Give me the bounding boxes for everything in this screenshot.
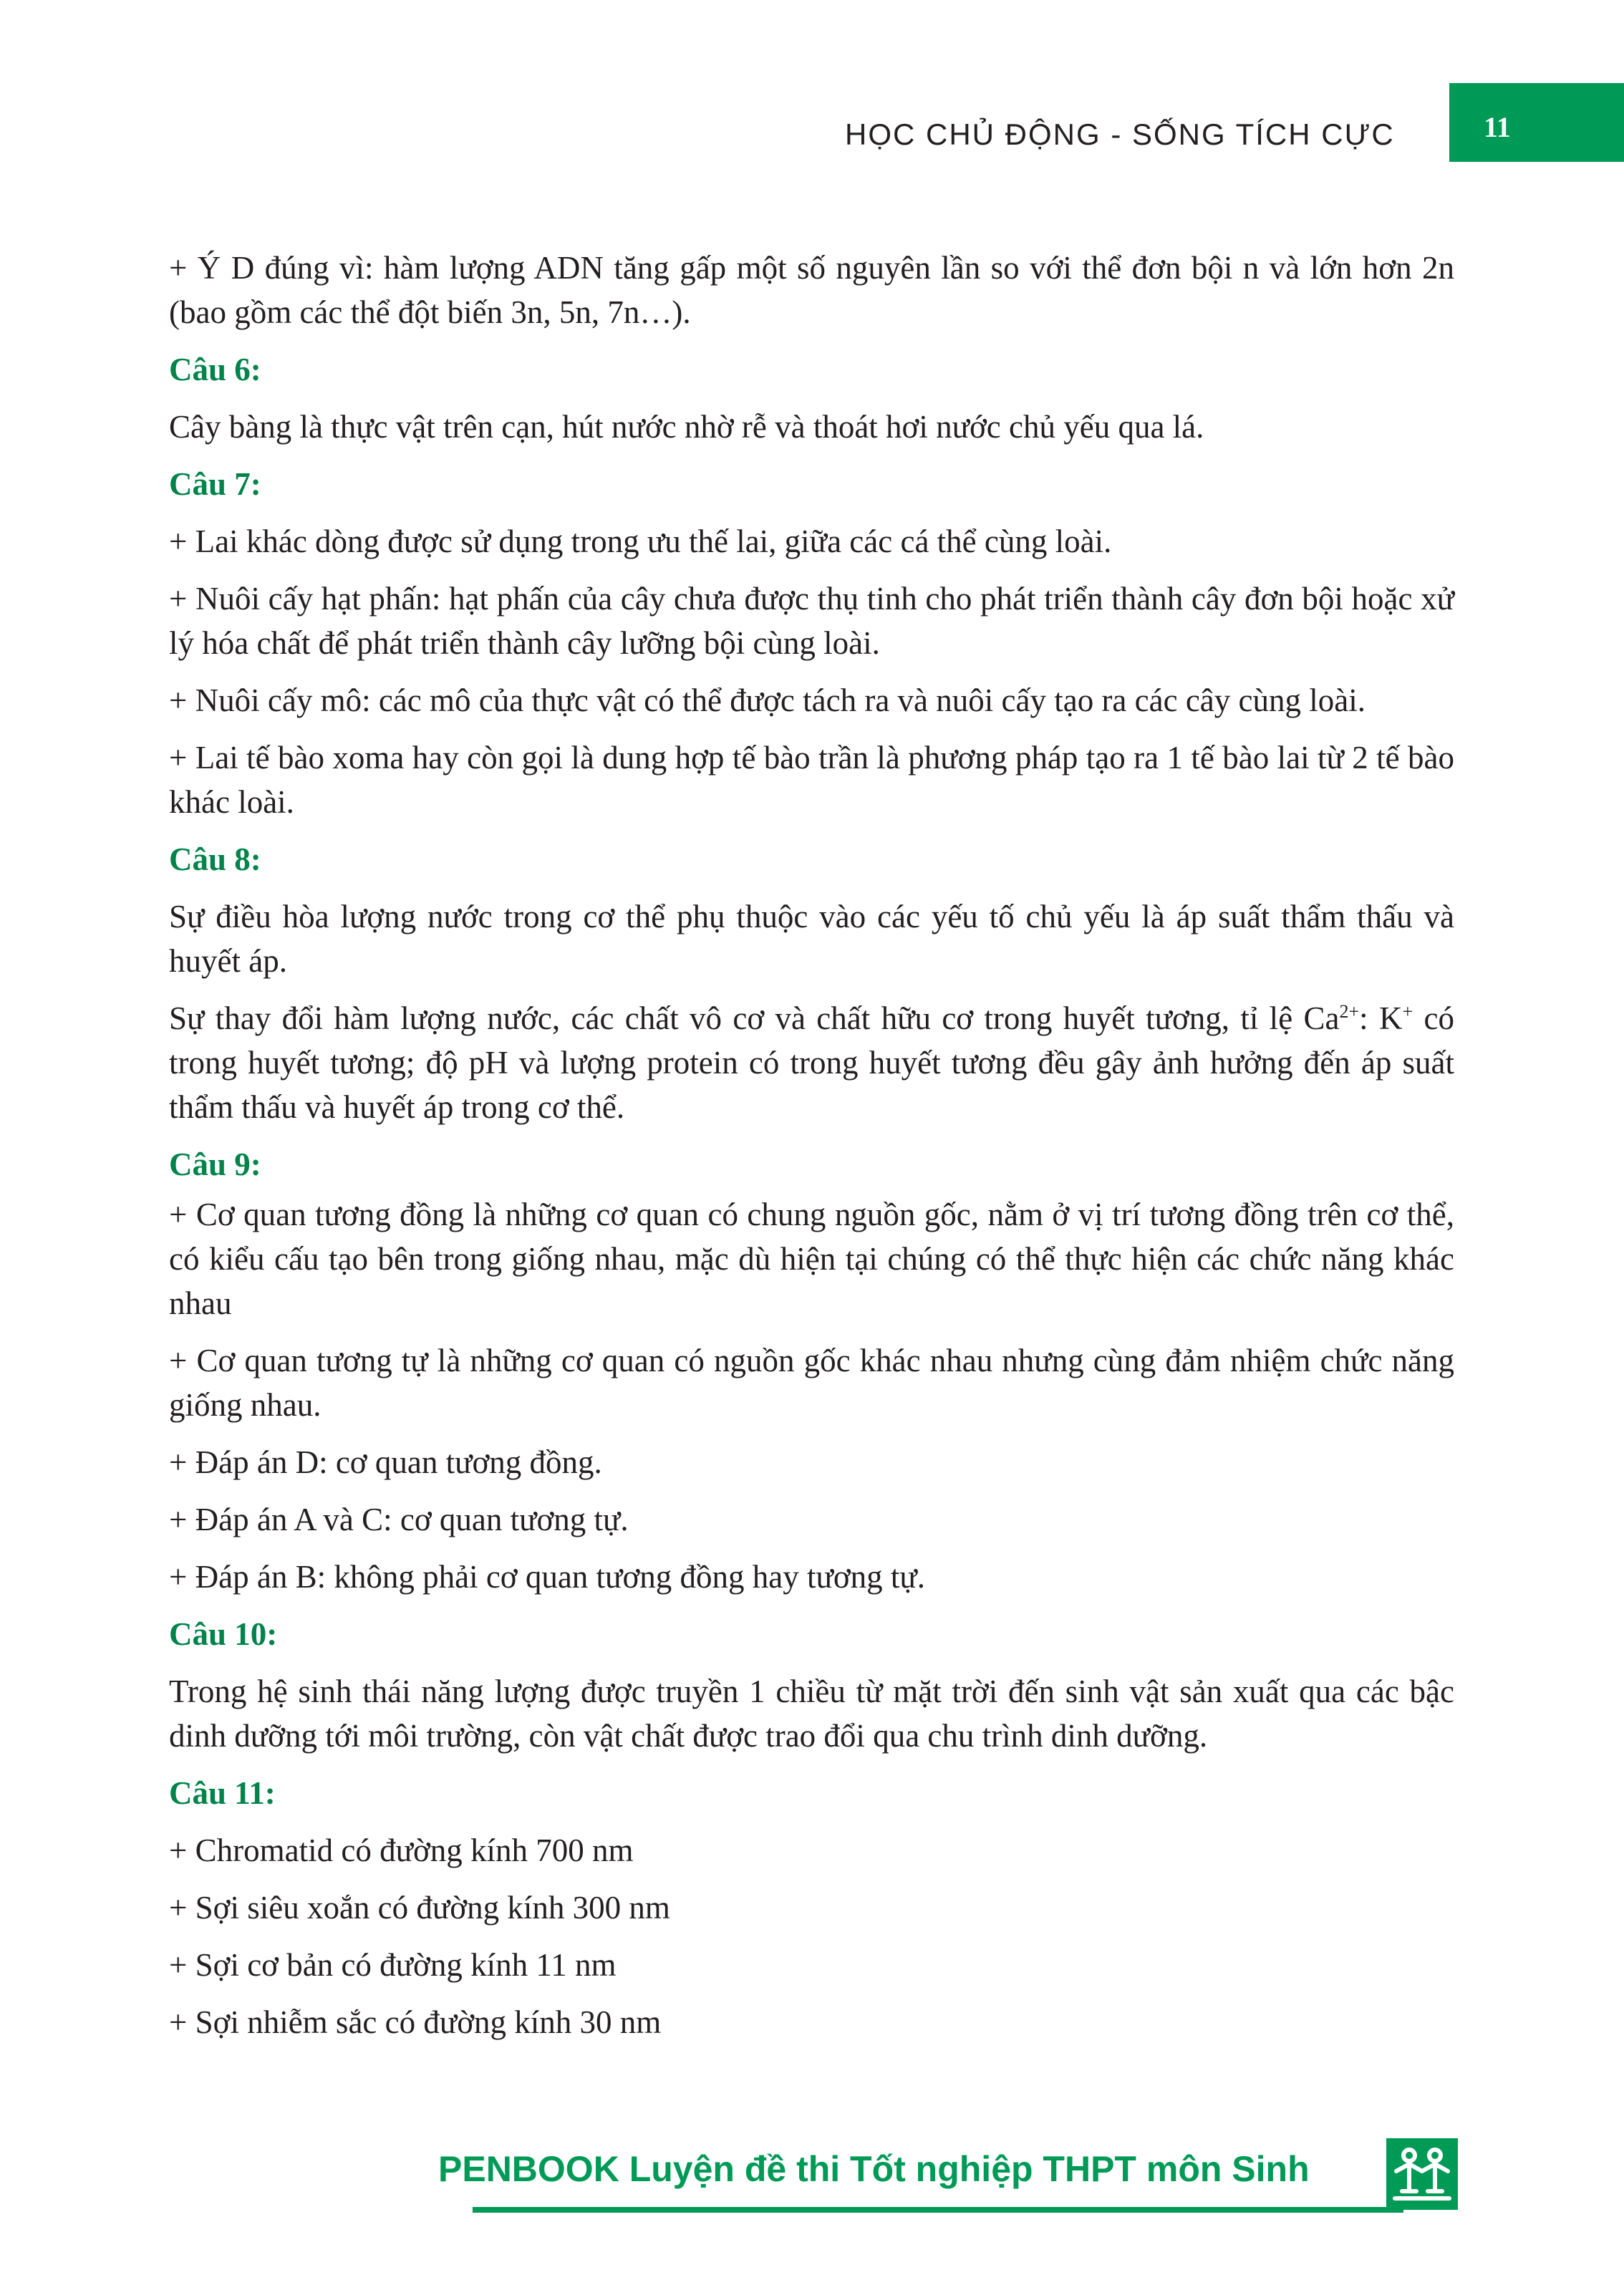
page-number: 11	[1484, 111, 1511, 143]
cau-9-item: + Đáp án D: cơ quan tương đồng.	[169, 1444, 602, 1480]
penbook-logo-icon	[1386, 2138, 1458, 2210]
cau-9-item: + Đáp án A và C: cơ quan tương tự.	[169, 1502, 629, 1537]
heading-cau-8: Câu 8:	[169, 841, 261, 877]
page-number-badge	[1449, 83, 1624, 162]
footer-rule	[473, 2207, 1403, 2213]
calcium-charge-superscript: 2+	[1339, 1001, 1360, 1022]
cau-11-item: + Sợi siêu xoắn có đường kính 300 nm	[169, 1890, 670, 1926]
cau-11-item: + Chromatid có đường kính 700 nm	[169, 1832, 634, 1868]
heading-cau-6: Câu 6:	[169, 352, 261, 387]
page-content	[169, 246, 1454, 2057]
cau-8-paragraph-2	[169, 996, 1454, 1129]
heading-cau-10: Câu 10:	[169, 1616, 278, 1652]
cau-8-text-part: Sự thay đổi hàm lượng nước, các chất vô cơ và chất hữu cơ trong huyết tương, tỉ lệ Ca	[169, 1000, 1340, 1036]
cau-11-item: + Sợi nhiễm sắc có đường kính 30 nm	[169, 2004, 662, 2040]
running-header: HỌC CHỦ ĐỘNG - SỐNG TÍCH CỰC	[845, 117, 1395, 151]
penbook-logo-graphic	[1386, 2138, 1458, 2210]
cau-9-item: + Cơ quan tương tự là những cơ quan có nguồn gốc khác nhau nhưng cùng đảm nhiệm chức năng giống nhau.	[169, 1343, 1454, 1423]
heading-cau-7: Câu 7:	[169, 466, 261, 502]
potassium-charge-superscript: +	[1402, 1001, 1413, 1022]
footer-book-title: PENBOOK Luyện đề thi Tốt nghiệp THPT môn Sinh	[438, 2149, 1310, 2189]
cau-6-answer: Cây bàng là thực vật trên cạn, hút nước nhờ rễ và thoát hơi nước chủ yếu qua lá.	[169, 409, 1204, 445]
cau-7-item: + Lai tế bào xoma hay còn gọi là dung hợp tế bào trần là phương pháp tạo ra 1 tế bào lai từ 2 tế bào khác loài.	[169, 740, 1454, 820]
cau-11-item: + Sợi cơ bản có đường kính 11 nm	[169, 1947, 617, 1983]
cau-8-text-part: có trong huyết tương; độ pH và lượng protein có trong huyết tương đều gây ảnh hưởng đến áp suất thẩm thấu và huyết áp trong cơ thể.	[169, 1000, 1454, 1125]
cau-10-answer: Trong hệ sinh thái năng lượng được truyền 1 chiều từ mặt trời đến sinh vật sản xuất qua các bậc dinh dưỡng tới môi trường, còn vật chất được trao đổi qua chu trình dinh dưỡng.	[169, 1673, 1454, 1754]
cau-9-item: + Cơ quan tương đồng là những cơ quan có chung nguồn gốc, nằm ở vị trí tương đồng trên cơ thể, có kiểu cấu tạo bên trong giống nhau, mặc dù hiện tại chúng có thể thực hiện các chức năng khác nhau	[169, 1197, 1454, 1321]
cau-9-item: + Đáp án B: không phải cơ quan tương đồng hay tương tự.	[169, 1559, 926, 1595]
heading-cau-11: Câu 11:	[169, 1775, 276, 1811]
cau-8-paragraph-1: Sự điều hòa lượng nước trong cơ thể phụ thuộc vào các yếu tố chủ yếu là áp suất thẩm thấu và huyết áp.	[169, 899, 1454, 979]
cau-7-item: + Lai khác dòng được sử dụng trong ưu thế lai, giữa các cá thể cùng loài.	[169, 523, 1112, 559]
cau-7-item: + Nuôi cấy mô: các mô của thực vật có thể được tách ra và nuôi cấy tạo ra các cây cùng loài.	[169, 682, 1366, 718]
cau-7-item: + Nuôi cấy hạt phấn: hạt phấn của cây chưa được thụ tinh cho phát triển thành cây đơn bội hoặc xử lý hóa chất để phát triển thành cây lưỡng bội cùng loài.	[169, 581, 1454, 661]
heading-cau-9: Câu 9:	[169, 1146, 261, 1182]
intro-paragraph: + Ý D đúng vì: hàm lượng ADN tăng gấp một số nguyên lần so với thể đơn bội n và lớn hơn 2n (bao gồm các thể đột biến 3n, 5n, 7n…).	[169, 250, 1454, 330]
cau-8-text-part: : K	[1359, 1000, 1403, 1036]
